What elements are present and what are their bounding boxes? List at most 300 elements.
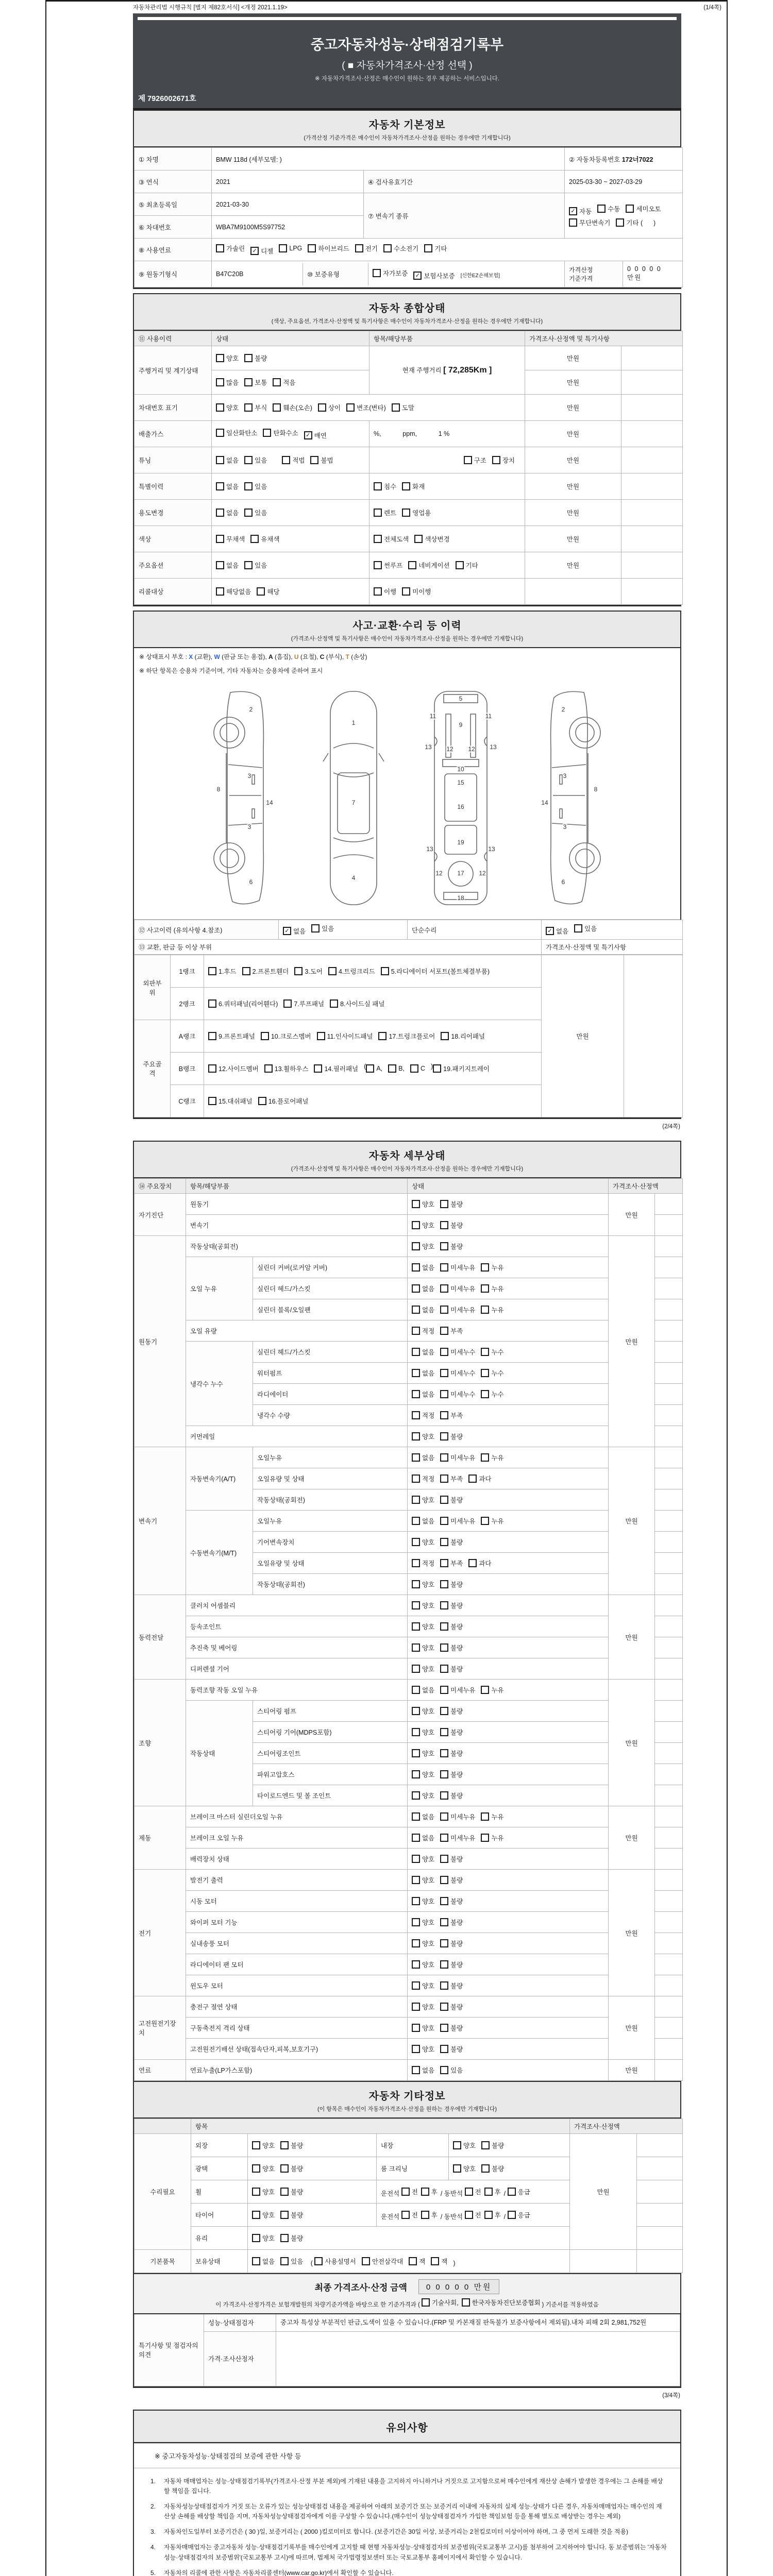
etc-info-table [134, 2119, 683, 2273]
checkbox-12.사이드멤버[interactable] [208, 1064, 259, 1073]
checkbox-수동[interactable] [597, 204, 620, 213]
checkbox-9.프론트패널[interactable] [208, 1031, 255, 1041]
checkbox-미세누수[interactable] [440, 1347, 475, 1357]
checkbox-불량[interactable] [440, 1622, 463, 1631]
checkbox-후[interactable] [484, 2187, 501, 2196]
checkbox-침수[interactable] [374, 482, 396, 491]
price-cell: 만원 [525, 500, 621, 526]
checkbox-16.플로어패널[interactable] [258, 1096, 309, 1106]
checkbox-15.대쉬패널[interactable] [208, 1096, 253, 1106]
checkbox-부식[interactable] [244, 403, 267, 412]
checkbox-없음[interactable] [412, 1833, 434, 1842]
checkbox-label: 불량 [450, 1497, 463, 1504]
table-row [135, 1954, 683, 1975]
panel-number-6: 6 [249, 878, 253, 886]
row-label: 리콜대상 [135, 579, 212, 605]
checkbox-양호[interactable] [412, 1432, 434, 1441]
checkbox-불량[interactable] [440, 1770, 463, 1779]
checkbox-이행[interactable] [374, 587, 396, 596]
checkbox-디젤[interactable] [250, 246, 273, 256]
checkbox-5.라디에이터 서포트(볼트체결부품)[interactable] [381, 967, 490, 976]
checkbox-자동[interactable] [569, 207, 592, 216]
checkbox-불량[interactable] [280, 2187, 303, 2196]
checkbox-없음[interactable] [412, 1812, 434, 1821]
checkbox-미세누유[interactable] [440, 1284, 475, 1293]
checkbox-label: 해당없음 [226, 588, 251, 596]
checkbox-양호[interactable] [252, 2141, 275, 2150]
checkbox-box [440, 2045, 448, 2053]
checkbox-있음[interactable] [244, 455, 267, 465]
checkbox-기타 ( )[interactable] [616, 218, 656, 227]
checkbox-썬루프[interactable] [374, 561, 402, 570]
base-price-wrap [565, 261, 682, 287]
checkbox-불량[interactable] [440, 1918, 463, 1927]
checkbox-미세누유[interactable] [440, 1263, 475, 1272]
checkbox-불량[interactable] [481, 2141, 504, 2150]
checkbox-불량[interactable] [280, 2233, 303, 2243]
checkbox-양호[interactable] [412, 2002, 434, 2011]
checkbox-box [465, 2211, 473, 2219]
checkbox-누유[interactable] [481, 1833, 503, 1842]
table-row [135, 2060, 683, 2081]
table-row [135, 2119, 683, 2134]
checkbox-양호[interactable] [412, 1960, 434, 1969]
checkbox-10.크로스멤버[interactable] [261, 1031, 311, 1041]
checkbox-양호[interactable] [252, 2210, 275, 2219]
checkbox-없음[interactable] [412, 1368, 434, 1378]
engine-warranty-cell [212, 261, 565, 287]
checkbox-없음[interactable] [412, 1389, 434, 1399]
checkbox-box [381, 967, 389, 975]
checkbox-양호[interactable] [412, 2023, 434, 2032]
checkbox-label: 전 [475, 2188, 481, 2196]
checkbox-label: 없음 [422, 1307, 435, 1314]
checkbox-응급[interactable] [508, 2210, 530, 2219]
checkbox-적정[interactable] [412, 1558, 434, 1568]
checkbox-미세누유[interactable] [440, 1305, 475, 1314]
checkbox-없음[interactable] [412, 1284, 434, 1293]
checkbox-없음[interactable] [412, 1453, 434, 1462]
remarks-blank-cell [655, 1933, 683, 1954]
checkbox-탄화수소[interactable] [263, 428, 298, 437]
overall-title: 자동차 종합상태 [368, 303, 446, 314]
checkbox-후[interactable] [421, 2210, 438, 2219]
checkbox-미세누유[interactable] [440, 1685, 475, 1694]
checkbox-양호[interactable] [216, 403, 239, 412]
item-label: 연료누출(LP가스포함) [186, 2060, 408, 2081]
checkbox-6.쿼터패널(리어휀다)[interactable] [208, 999, 278, 1008]
checkbox-B,[interactable] [388, 1064, 405, 1073]
remarks-blank-cell [621, 447, 683, 473]
checkbox-가솔린[interactable] [216, 244, 245, 253]
checkbox-전[interactable] [465, 2210, 481, 2219]
checkbox-불법[interactable] [310, 455, 333, 465]
state-options [408, 1363, 609, 1384]
transmission-options-wrap [569, 203, 693, 228]
repair-item-label-2: 룸 크리닝 [377, 2157, 449, 2180]
state-options [408, 1680, 609, 1701]
checkbox-누수[interactable] [481, 1368, 503, 1378]
checkbox-영업용[interactable] [402, 508, 431, 517]
document-note: ※ 자동차가격조사·산정은 매수인이 원하는 경우 제공하는 서비스입니다. [315, 76, 499, 82]
checkbox-많음[interactable] [216, 378, 239, 387]
checkbox-양호[interactable] [412, 1580, 434, 1589]
checkbox-box [374, 587, 382, 596]
checkbox-13.휠하우스[interactable] [264, 1064, 309, 1073]
checkbox-불량[interactable] [280, 2141, 303, 2150]
checkbox-label: 기술사회, [431, 2299, 459, 2307]
checkbox-양호[interactable] [412, 1537, 434, 1547]
checkbox-부족[interactable] [440, 1326, 463, 1335]
state-options [408, 1595, 609, 1616]
checkbox-없음[interactable] [412, 1305, 434, 1314]
checkbox-부족[interactable] [440, 1411, 463, 1420]
panel-number-13: 13 [426, 845, 433, 853]
checkbox-box [440, 1327, 448, 1335]
checkbox-불량[interactable] [440, 1854, 463, 1863]
checkbox-14.필러패널[interactable] [314, 1064, 358, 1073]
checkbox-불량[interactable] [440, 2002, 463, 2011]
checkbox-미세누수[interactable] [440, 1368, 475, 1378]
checkbox-없음[interactable] [412, 1347, 434, 1357]
checkbox-box [481, 1834, 489, 1842]
checkbox-없음[interactable] [252, 2257, 275, 2266]
checkbox-기타[interactable] [424, 244, 447, 253]
checkbox-label: 양호 [262, 2212, 275, 2219]
checkbox-사용설명서[interactable] [314, 2257, 356, 2266]
checkbox-label: 불량 [450, 1666, 463, 1673]
checkbox-불량[interactable] [440, 1791, 463, 1800]
checkbox-양호[interactable] [412, 1981, 434, 1990]
checkbox-3.도어[interactable] [294, 967, 323, 976]
checkbox-불량[interactable] [440, 1727, 463, 1737]
checkbox-없음[interactable] [283, 926, 306, 936]
checkbox-미세누유[interactable] [440, 1453, 475, 1462]
checkbox-양호[interactable] [412, 1939, 434, 1948]
checkbox-화재[interactable] [402, 482, 425, 491]
checkbox-양호[interactable] [252, 2187, 275, 2196]
remarks-blank-cell [655, 1257, 683, 1278]
checkbox-양호[interactable] [412, 1770, 434, 1779]
col-state: 상태 [408, 1179, 609, 1194]
checkbox-불량[interactable] [440, 1896, 463, 1906]
repair-price-cell: 만원 [570, 2134, 637, 2250]
checkbox-불량[interactable] [280, 2164, 303, 2173]
state-options [408, 1849, 609, 1870]
checkbox-양호[interactable] [412, 1221, 434, 1230]
checkbox-도말[interactable] [392, 403, 414, 412]
checkbox-불량[interactable] [440, 1537, 463, 1547]
checkbox-세미오토[interactable] [626, 204, 661, 213]
checkbox-label: 전체도색 [384, 536, 409, 543]
checkbox-없음[interactable] [216, 561, 239, 570]
checkbox-box [440, 1643, 448, 1652]
checkbox-label: 있음 [450, 2067, 463, 2074]
checkbox-19.패키지트레이[interactable] [430, 1063, 490, 1073]
checkbox-label: 적정 [422, 1328, 435, 1335]
checkbox-box [280, 2141, 289, 2149]
checkbox-양호[interactable] [216, 353, 239, 363]
notice-item [150, 2543, 667, 2562]
checkbox-없음[interactable] [546, 926, 568, 936]
notice-item-text: 자동차인도일부터 보증기간은 ( 30 )일, 보증거리는 ( 2000 )킬로미터로 합니다. (보증기간은 30일 이상, 보증거리는 2천킬로미터 이상이어야 하며, 그 중 먼저 도래한 것을 적용) [164, 2528, 629, 2536]
checkbox-label: 양호 [422, 2046, 435, 2053]
checkbox-있음[interactable] [440, 2065, 463, 2075]
checkbox-과다[interactable] [468, 1558, 491, 1568]
checkbox-있음[interactable] [311, 924, 334, 933]
checkbox-불량[interactable] [440, 1706, 463, 1716]
checkbox-label: 양호 [422, 1982, 435, 1990]
checkbox-훼손(오손)[interactable] [273, 403, 312, 412]
checkbox-적정[interactable] [412, 1326, 434, 1335]
checkbox-미이행[interactable] [402, 587, 431, 596]
checkbox-안전삼각대[interactable] [362, 2257, 403, 2266]
table-row [135, 395, 683, 421]
checkbox-양호[interactable] [252, 2233, 275, 2243]
checkbox-불량[interactable] [440, 1939, 463, 1948]
checkbox-4.트렁크리드[interactable] [328, 967, 375, 976]
checkbox-부족[interactable] [440, 1558, 463, 1568]
checkbox-18.리어패널[interactable] [441, 1031, 485, 1041]
checkbox-네비게이션[interactable] [408, 561, 449, 570]
checkbox-양호[interactable] [453, 2164, 476, 2173]
checkbox-label: 색상변경 [425, 536, 450, 543]
panel-number-16: 16 [457, 803, 464, 811]
checkbox-양호[interactable] [453, 2141, 476, 2150]
panel-number-11: 11 [429, 712, 436, 720]
checkbox-없음[interactable] [412, 1263, 434, 1272]
checkbox-장치[interactable] [492, 455, 515, 465]
checkbox-적음[interactable] [273, 378, 295, 387]
checkbox-누유[interactable] [481, 1305, 503, 1314]
checkbox-7.루프패널[interactable] [283, 999, 324, 1008]
checkbox-색상변경[interactable] [414, 534, 449, 544]
checkbox-보험사보증[interactable] [413, 271, 455, 280]
checkbox-누수[interactable] [481, 1389, 503, 1399]
price-cell: 만원 [609, 1680, 655, 1806]
checkbox-기술사회,[interactable] [422, 2298, 459, 2307]
checkbox-있음[interactable] [244, 561, 267, 570]
checkbox-label: 부족 [450, 1412, 463, 1419]
checkbox-label: 7.루프패널 [294, 1001, 325, 1008]
checkbox-누유[interactable] [481, 1685, 503, 1694]
checkbox-양호[interactable] [412, 1854, 434, 1863]
checkbox-label: 양호 [262, 2165, 275, 2173]
checkbox-label: 미이행 [412, 588, 431, 596]
checkbox-있음[interactable] [244, 482, 267, 491]
checkbox-누유[interactable] [481, 1263, 503, 1272]
checkbox-누유[interactable] [481, 1812, 503, 1821]
checkbox-label: 양호 [422, 1222, 435, 1229]
panel-number-18: 18 [457, 894, 464, 902]
checkbox-양호[interactable] [412, 1875, 434, 1885]
checkbox-적정[interactable] [412, 1474, 434, 1483]
checkbox-하이브리드[interactable] [308, 244, 349, 253]
tuning-legal-options [282, 459, 339, 466]
checkbox-있음[interactable] [280, 2257, 303, 2266]
checkbox-기타[interactable] [456, 561, 478, 570]
checkbox-변조(변타)[interactable] [346, 403, 386, 412]
checkbox-전기[interactable] [355, 244, 378, 253]
state-options [408, 1447, 609, 1468]
checkbox-있음[interactable] [244, 508, 267, 517]
checkbox-미세누유[interactable] [440, 1812, 475, 1821]
checkbox-불량[interactable] [440, 1664, 463, 1673]
checkbox-불량[interactable] [481, 2164, 504, 2173]
checkbox-box [216, 378, 224, 386]
checkbox-부족[interactable] [440, 1474, 463, 1483]
checkbox-해당없음[interactable] [216, 587, 251, 596]
checkbox-box [216, 403, 224, 412]
row-label: 주행거리 및 계기상태 [135, 346, 212, 395]
checkbox-불량[interactable] [440, 1960, 463, 1969]
checkbox-2.프론트휀더[interactable] [242, 967, 289, 976]
checkbox-양호[interactable] [412, 1664, 434, 1673]
checkbox-후[interactable] [484, 2210, 501, 2219]
checkbox-전[interactable] [401, 2187, 418, 2196]
checkbox-label: 누수 [491, 1370, 504, 1377]
checkbox-불량[interactable] [440, 1580, 463, 1589]
checkbox-box [440, 1263, 448, 1272]
checkbox-box [424, 244, 432, 252]
checkbox-양호[interactable] [412, 1643, 434, 1652]
checkbox-후[interactable] [421, 2187, 438, 2196]
item-label: 고전원전기배선 상태(접속단자,피복,보호기구) [186, 2039, 408, 2060]
checkbox-유채색[interactable] [250, 534, 279, 544]
checkbox-잭[interactable] [431, 2257, 447, 2266]
checkbox-양호[interactable] [412, 1896, 434, 1906]
checkbox-box [440, 1918, 448, 1926]
checkbox-8.사이드실 패널[interactable] [330, 999, 384, 1008]
checkbox-누유[interactable] [481, 1516, 503, 1526]
checkbox-C[interactable] [410, 1064, 425, 1073]
checkbox-양호[interactable] [412, 2044, 434, 2054]
checkbox-불량[interactable] [440, 2023, 463, 2032]
checkbox-box [294, 967, 303, 975]
checkbox-미세누수[interactable] [440, 1389, 475, 1399]
checkbox-없음[interactable] [216, 508, 239, 517]
table-row [135, 579, 683, 605]
checkbox-label: 2.프론트휀더 [252, 968, 289, 975]
checkbox-LPG[interactable] [279, 244, 302, 252]
checkbox-불량[interactable] [440, 1981, 463, 1990]
checkbox-불량[interactable] [440, 1432, 463, 1441]
checkbox-불량[interactable] [440, 1199, 463, 1209]
item-label: 오일유량 및 상태 [253, 1553, 408, 1574]
checkbox-box [314, 1064, 322, 1073]
checkbox-양호[interactable] [412, 1242, 434, 1251]
price-cell [525, 579, 621, 605]
checkbox-box [244, 403, 253, 412]
checkbox-box [280, 2188, 289, 2196]
checkbox-양호[interactable] [412, 1706, 434, 1716]
checkbox-1.후드[interactable] [208, 967, 237, 976]
checkbox-없음[interactable] [216, 482, 239, 491]
checkbox-양호[interactable] [412, 1622, 434, 1631]
checkbox-있음[interactable] [574, 924, 597, 933]
checkbox-적정[interactable] [412, 1411, 434, 1420]
checkbox-없음[interactable] [412, 1516, 434, 1526]
checkbox-양호[interactable] [412, 1727, 434, 1737]
checkbox-불량[interactable] [440, 1221, 463, 1230]
checkbox-없음[interactable] [412, 1685, 434, 1694]
checkbox-양호[interactable] [412, 1791, 434, 1800]
checkbox-무단변속기[interactable] [569, 218, 610, 227]
checkbox-수소전기[interactable] [383, 244, 418, 253]
checkbox-전[interactable] [401, 2210, 418, 2219]
checkbox-과다[interactable] [468, 1474, 491, 1483]
checkbox-양호[interactable] [252, 2164, 275, 2173]
col-item: 항목 [191, 2119, 570, 2134]
checkbox-label: 17.트렁크플로어 [389, 1033, 435, 1040]
item-options [369, 526, 525, 552]
checkbox-보통[interactable] [244, 378, 267, 387]
checkbox-양호[interactable] [412, 1601, 434, 1610]
state-options [408, 1342, 609, 1363]
checkbox-불량[interactable] [440, 1242, 463, 1251]
checkbox-A,[interactable] [366, 1064, 382, 1073]
checkbox-해당[interactable] [257, 587, 279, 596]
checkbox-잭[interactable] [409, 2257, 425, 2266]
checkbox-미세누유[interactable] [440, 1516, 475, 1526]
checkbox-box [456, 561, 464, 569]
checkbox-매연[interactable] [304, 431, 327, 440]
checkbox-없음[interactable] [216, 455, 239, 465]
checkbox-불량[interactable] [440, 1601, 463, 1610]
checkbox-불량[interactable] [440, 1875, 463, 1885]
checkbox-불량[interactable] [440, 1495, 463, 1504]
checkbox-양호[interactable] [412, 1749, 434, 1758]
checkbox-양호[interactable] [412, 1495, 434, 1504]
checkbox-렌트[interactable] [374, 508, 396, 517]
checkbox-label: 5.라디에이터 서포트(볼트체결부품) [391, 968, 490, 975]
checkbox-11.인사이드패널[interactable] [317, 1031, 373, 1041]
checkbox-label: 불량 [291, 2165, 304, 2173]
checkbox-불량[interactable] [280, 2210, 303, 2219]
remarks-blank-cell [655, 1827, 683, 1849]
checkbox-구조[interactable] [464, 455, 486, 465]
checkbox-자가보증[interactable] [373, 268, 408, 278]
checkbox-미세누유[interactable] [440, 1833, 475, 1842]
checkbox-무채색[interactable] [216, 534, 245, 544]
checkbox-양호[interactable] [412, 1199, 434, 1209]
checkbox-누유[interactable] [481, 1284, 503, 1293]
checkbox-한국자동차진단보증협회[interactable] [462, 2298, 541, 2307]
checkbox-box [440, 1517, 448, 1525]
state-options [408, 1954, 609, 1975]
item-label: 오일누유 [253, 1511, 408, 1532]
checkbox-불량[interactable] [440, 2044, 463, 2054]
checkbox-적법[interactable] [282, 455, 305, 465]
checkbox-누유[interactable] [481, 1453, 503, 1462]
checkbox-17.트렁크플로어[interactable] [378, 1031, 435, 1041]
checkbox-label: 양호 [422, 2025, 435, 2032]
checkbox-전체도색[interactable] [374, 534, 409, 544]
checkbox-불량[interactable] [440, 1643, 463, 1652]
col-item-part: 항목/해당부품 [369, 331, 525, 346]
checkbox-일산화탄소[interactable] [216, 428, 257, 437]
checkbox-상이[interactable] [318, 403, 341, 412]
checkbox-누수[interactable] [481, 1347, 503, 1357]
checkbox-전[interactable] [465, 2187, 481, 2196]
checkbox-없음[interactable] [412, 2065, 434, 2075]
checkbox-양호[interactable] [412, 1918, 434, 1927]
checkbox-불량[interactable] [440, 1749, 463, 1758]
checkbox-불량[interactable] [244, 353, 267, 363]
panel-number-5: 5 [459, 694, 463, 702]
checkbox-label: 양호 [422, 1877, 435, 1884]
checkbox-응급[interactable] [508, 2187, 530, 2196]
